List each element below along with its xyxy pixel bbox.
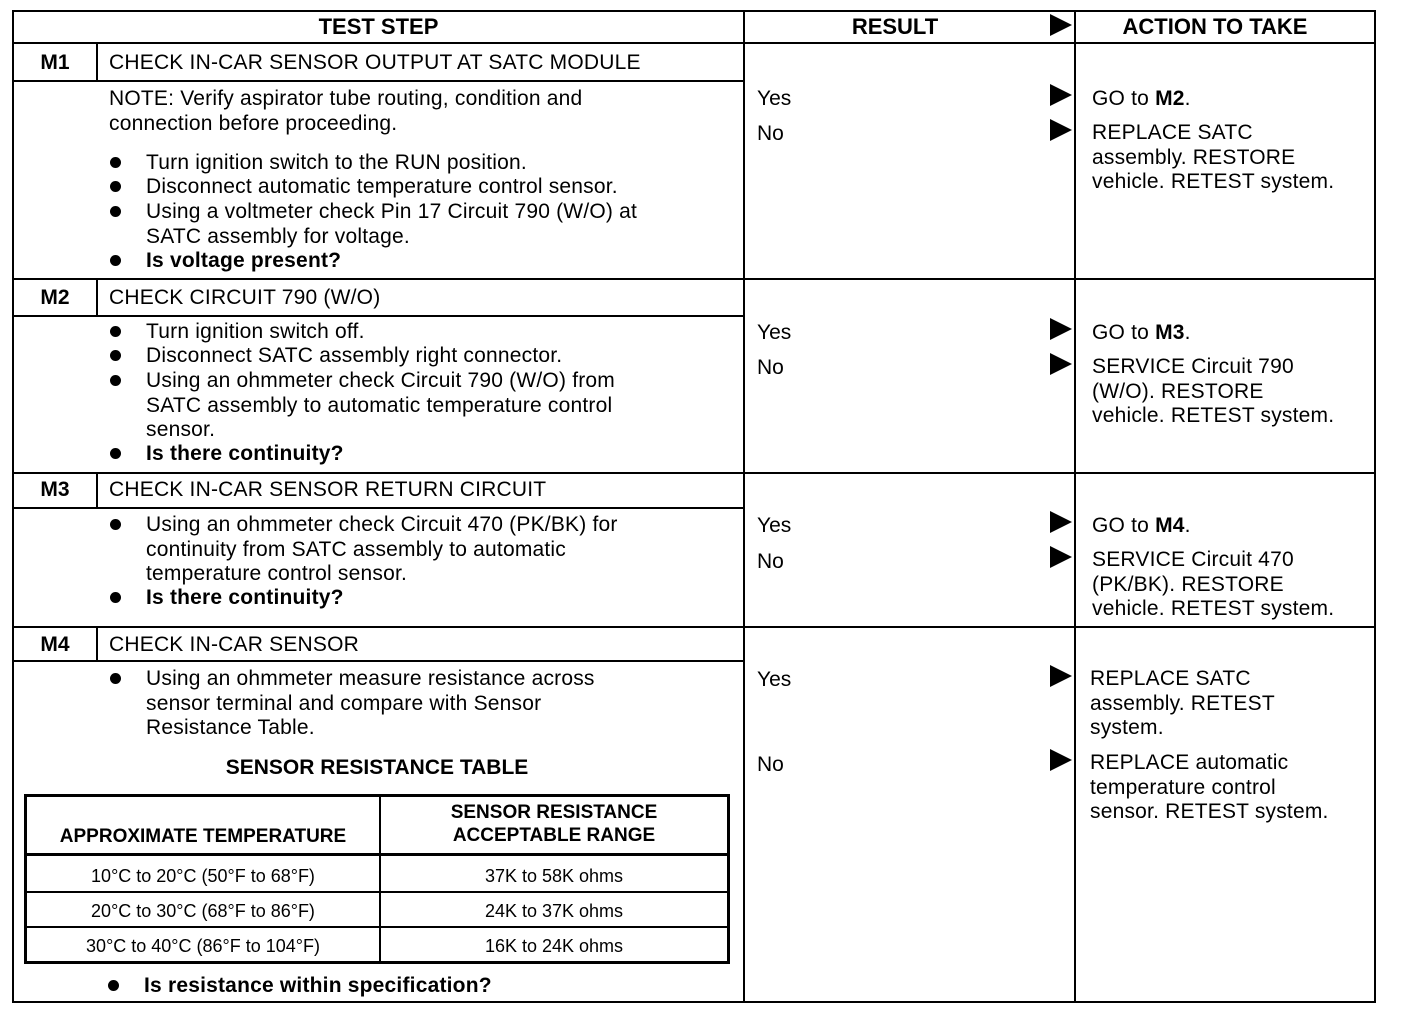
table-cell-resistance: 16K to 24K ohms: [484, 936, 624, 956]
instruction: Using an ohmmeter check Circuit 470 (PK/BK) for continuity from SATC assembly to automatic temperature control sensor.: [146, 513, 618, 585]
step-id: M4: [40, 633, 70, 656]
arrow-icon: [1050, 84, 1072, 106]
header-action: ACTION TO TAKE: [1122, 14, 1308, 39]
table-cell-temperature: 20°C to 30°C (68°F to 86°F): [91, 901, 315, 921]
step-title-rule: [12, 80, 743, 82]
resistance-table: [24, 794, 730, 964]
bullet-icon: [110, 181, 121, 192]
action-yes: GO to M4.: [1092, 514, 1191, 537]
action-no: REPLACE automatic temperature control sensor. RETEST system.: [1090, 751, 1329, 823]
bullet-icon: [110, 673, 121, 684]
action-no: SERVICE Circuit 790 (W/O). RESTORE vehicle. RETEST system.: [1092, 355, 1335, 427]
result-no: No: [757, 356, 784, 379]
column-divider-result: [743, 10, 745, 1003]
bullet-icon: [110, 326, 121, 337]
step-title: CHECK IN-CAR SENSOR RETURN CIRCUIT: [109, 478, 547, 501]
table-cell-resistance: 24K to 37K ohms: [484, 901, 624, 921]
resistance-table-title: SENSOR RESISTANCE TABLE: [225, 756, 529, 779]
step-title-rule: [12, 315, 743, 317]
bullet-icon: [110, 592, 121, 603]
instruction: Using an ohmmeter check Circuit 790 (W/O) from SATC assembly to automatic temperature control sensor.: [146, 369, 615, 441]
result-yes: Yes: [757, 668, 792, 691]
table-header-rule: [27, 853, 727, 856]
question: Is resistance within specification?: [144, 974, 492, 997]
step-title-rule: [12, 507, 743, 509]
table-cell-temperature: 30°C to 40°C (86°F to 104°F): [86, 936, 320, 956]
arrow-icon: [1050, 511, 1072, 533]
arrow-icon: [1050, 546, 1072, 568]
table-header-resistance: SENSOR RESISTANCE ACCEPTABLE RANGE: [450, 802, 658, 846]
table-row-rule: [27, 926, 727, 928]
bullet-icon: [110, 206, 121, 217]
action-no: REPLACE SATC assembly. RESTORE vehicle. RETEST system.: [1092, 121, 1335, 193]
step-id-divider: [96, 280, 98, 315]
action-yes: GO to M2.: [1092, 87, 1191, 110]
bullet-icon: [108, 980, 119, 991]
step-id-divider: [96, 44, 98, 80]
instruction: Using a voltmeter check Pin 17 Circuit 790 (W/O) at SATC assembly for voltage.: [146, 200, 638, 248]
action-yes: GO to M3.: [1092, 321, 1191, 344]
header-test-step: TEST STEP: [318, 14, 439, 39]
step-rule: [12, 278, 1376, 280]
step-id-divider: [96, 628, 98, 660]
arrow-icon: [1050, 14, 1072, 36]
step-title-rule: [12, 660, 743, 662]
step-id: M3: [40, 478, 70, 501]
question: Is voltage present?: [146, 249, 342, 272]
arrow-icon: [1050, 353, 1072, 375]
step-id-divider: [96, 474, 98, 507]
header-result: RESULT: [851, 14, 939, 39]
result-no: No: [757, 550, 784, 573]
bullet-icon: [110, 519, 121, 530]
arrow-icon: [1050, 749, 1072, 771]
step-id: M1: [40, 51, 70, 74]
bullet-icon: [110, 448, 121, 459]
instruction: Disconnect SATC assembly right connector.: [146, 344, 563, 367]
bullet-icon: [110, 255, 121, 266]
table-cell-resistance: 37K to 58K ohms: [484, 866, 624, 886]
arrow-icon: [1050, 318, 1072, 340]
question: Is there continuity?: [146, 442, 344, 465]
bullet-icon: [110, 375, 121, 386]
result-no: No: [757, 122, 784, 145]
step-title: CHECK IN-CAR SENSOR OUTPUT AT SATC MODULE: [109, 51, 641, 74]
step-rule: [12, 626, 1376, 628]
instruction: Using an ohmmeter measure resistance across sensor terminal and compare with Sensor Resistance Table.: [146, 667, 595, 739]
result-yes: Yes: [757, 87, 792, 110]
header-rule: [12, 42, 1376, 44]
step-title: CHECK CIRCUIT 790 (W/O): [109, 286, 381, 309]
result-yes: Yes: [757, 321, 792, 344]
table-row-rule: [27, 891, 727, 893]
bullet-icon: [110, 157, 121, 168]
step-title: CHECK IN-CAR SENSOR: [109, 633, 359, 656]
bullet-icon: [110, 350, 121, 361]
action-no: SERVICE Circuit 470 (PK/BK). RESTORE vehicle. RETEST system.: [1092, 548, 1335, 620]
action-yes: REPLACE SATC assembly. RETEST system.: [1090, 667, 1275, 739]
arrow-icon: [1050, 665, 1072, 687]
arrow-icon: [1050, 119, 1072, 141]
result-no: No: [757, 753, 784, 776]
step-rule: [12, 472, 1376, 474]
table-cell-temperature: 10°C to 20°C (50°F to 68°F): [91, 866, 315, 886]
note-text: NOTE: Verify aspirator tube routing, condition and connection before proceeding.: [109, 87, 583, 135]
question: Is there continuity?: [146, 586, 344, 609]
table-header-temperature: APPROXIMATE TEMPERATURE: [59, 826, 347, 847]
instruction: Turn ignition switch off.: [146, 320, 365, 343]
result-yes: Yes: [757, 514, 792, 537]
column-divider-action: [1074, 10, 1076, 1003]
instruction: Turn ignition switch to the RUN position.: [146, 151, 527, 174]
step-id: M2: [40, 286, 70, 309]
instruction: Disconnect automatic temperature control sensor.: [146, 175, 618, 198]
